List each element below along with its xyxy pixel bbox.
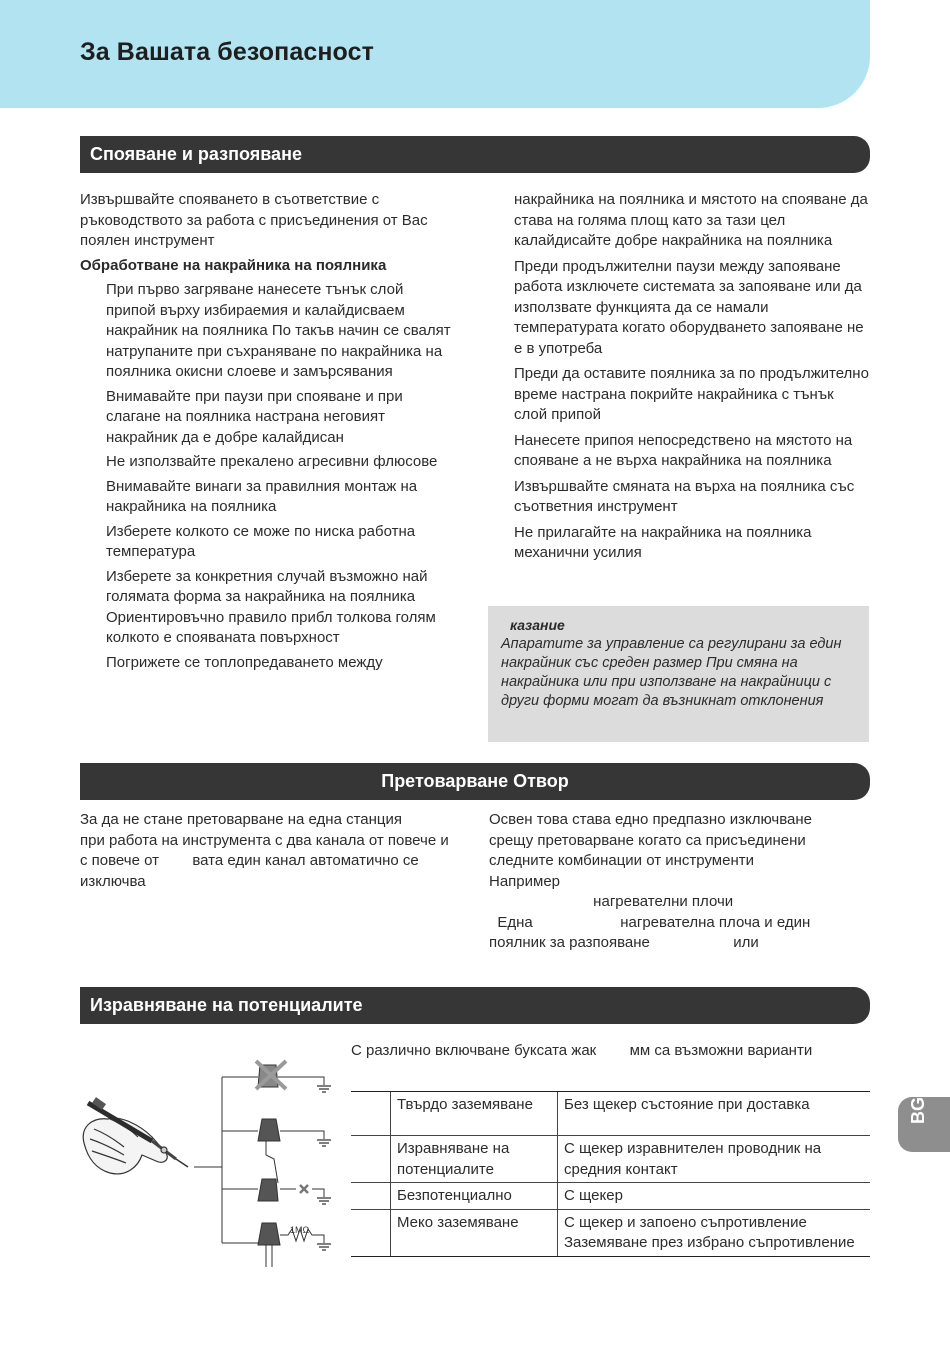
overload-text: За да не стане претоварване на една станция при работа на инструмента с два канала от повече и с повече от вата един канал автоматично се изключва — [80, 811, 453, 890]
grounding-table — [351, 1091, 870, 1257]
tip-treatment-subheading: Обработване на накрайника на поялника — [80, 256, 387, 274]
soldering-left-column — [80, 190, 452, 677]
grounding-diagram — [80, 1055, 345, 1285]
table-cell-desc: С щекер изравнителен проводник на средния контакт — [558, 1136, 871, 1183]
table-cell-num — [351, 1183, 391, 1210]
language-tab — [898, 1097, 950, 1152]
table-row — [351, 1092, 870, 1136]
table-cell-desc: С щекер и запоено съпротивление Заземяване през избрано съпротивление — [558, 1209, 871, 1256]
note-heading: казание — [510, 617, 565, 633]
section-heading-overload: Претоварване Отвор — [80, 763, 870, 800]
overload-line: Освен това става едно предпазно изключване — [489, 811, 812, 828]
disconnected-icon — [300, 1185, 308, 1193]
table-cell-mode: Изравняване на потенциалите — [391, 1136, 558, 1183]
table-cell-num — [351, 1092, 391, 1136]
section-heading-equalization: Изравняване на потенциалите — [80, 987, 870, 1024]
list-item: Изберете за конкретния случай възможно най голямата форма за накрайника на поялника — [106, 567, 428, 605]
list-item: При първо загряване нанесете тънък слой припой върху избираемия и калайдисваем накрайник на поялника По такъв начин се свалят натрупаните при съхраняване по накрайника на поялника окисни слоеве и замърсявания — [106, 281, 451, 380]
list-item: Не прилагайте на накрайника на поялника механични усилия — [514, 523, 812, 561]
list-item: Внимавайте винаги за правилния монтаж на накрайника на поялника — [106, 477, 418, 515]
section-heading-soldering: Спояване и разпояване — [80, 136, 870, 173]
note-text: Апаратите за управление са регулирани за един накрайник със среден размер При смяна на накрайника или при използване на накрайници с други форми могат да възникнат отклонения — [501, 636, 842, 709]
language-tab-label: BG — [908, 1097, 928, 1124]
table-row — [351, 1209, 870, 1256]
table-cell-mode: Твърдо заземяване — [391, 1092, 558, 1136]
list-item: Преди продължителни паузи между запояване работа изключете системата за запояване или да използвате функцията да се намали температурата когато оборудването запояване не е в употреба — [514, 257, 864, 357]
resistor-label: 1MΩ — [290, 1225, 310, 1235]
list-item: Изберете колкото се може по ниска работна температура — [106, 522, 416, 560]
table-cell-desc: Без щекер състояние при доставка — [558, 1092, 871, 1136]
overload-left-column — [80, 810, 452, 892]
table-cell-desc: С щекер — [558, 1183, 871, 1210]
list-item: Не използвайте прекалено агресивни флюсове — [106, 453, 438, 470]
list-item-continuation: накрайника на поялника и мястото на спояване да става на голяма площ като за тази цел калайдисайте добре накрайника на поялника — [514, 191, 868, 249]
table-cell-num — [351, 1209, 391, 1256]
overload-line: Например — [489, 872, 561, 890]
overload-right-column — [489, 810, 870, 954]
table-row — [351, 1183, 870, 1210]
hand-with-iron-icon — [83, 1100, 188, 1174]
list-item: Преди да оставите поялника за по продължително време настрана покрийте накрайника с тънък слой припой — [514, 365, 869, 423]
table-cell-mode: Безпотенциално — [391, 1183, 558, 1210]
ground-wires — [278, 1077, 324, 1243]
note-box — [488, 606, 869, 742]
list-item: Ориентировъчно правило прибл толкова голям колкото е спояваната повърхност — [106, 608, 436, 646]
overload-line: поялник за разпояване или — [489, 934, 759, 951]
jack-plug-icons — [258, 1065, 280, 1267]
soldering-right-column — [514, 190, 870, 569]
connection-lines — [194, 1077, 258, 1243]
overload-line: следните комбинации от инструменти — [489, 852, 754, 869]
page-title: За Вашата безопасност — [80, 38, 374, 66]
overload-line: срещу претоварване когато са присъединени — [489, 831, 806, 849]
overload-line: нагревателни плочи — [489, 893, 734, 910]
list-item: Извършвайте смяната на върха на поялника със съответния инструмент — [514, 477, 855, 515]
table-cell-num — [351, 1136, 391, 1183]
table-cell-mode: Меко заземяване — [391, 1209, 558, 1256]
equalization-intro: С различно включване буксата жак мм са възможни варианти — [351, 1042, 813, 1059]
table-row — [351, 1136, 870, 1183]
ground-symbol-icons — [317, 1086, 331, 1250]
list-item: Нанесете припоя непосредствено на мястото на спояване а не върха накрайника на поялника — [514, 431, 853, 469]
list-item: Погрижете се топлопредаването между — [106, 653, 383, 671]
list-item: Внимавайте при паузи при спояване и при слагане на поялника настрана неговият накрайник да е добре калайдисан — [106, 387, 403, 446]
overload-line: Една нагревателна плоча и един — [489, 913, 811, 931]
soldering-intro: Извършвайте спояването в съответствие с ръководството за работа с присъединения от Вас поялен инструмент — [80, 191, 428, 249]
